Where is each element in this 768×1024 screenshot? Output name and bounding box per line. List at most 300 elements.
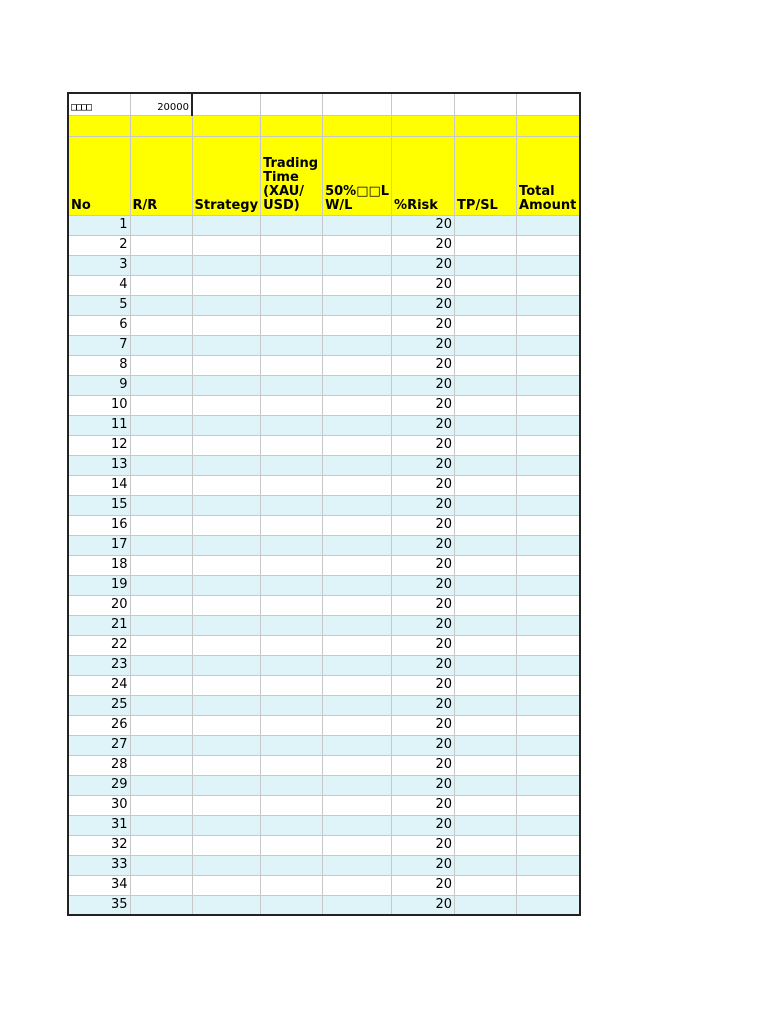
cell[interactable] (130, 395, 192, 415)
cell[interactable] (130, 695, 192, 715)
cell[interactable] (517, 675, 580, 695)
risk-cell[interactable]: 20 (392, 475, 455, 495)
row-number-cell[interactable]: 8 (68, 355, 130, 375)
cell[interactable] (130, 215, 192, 235)
cell[interactable] (192, 895, 261, 915)
cell[interactable] (192, 535, 261, 555)
cell[interactable] (323, 395, 392, 415)
cell[interactable] (323, 655, 392, 675)
cell[interactable] (517, 475, 580, 495)
risk-cell[interactable]: 20 (392, 235, 455, 255)
cell[interactable] (455, 315, 517, 335)
cell[interactable] (455, 375, 517, 395)
cell[interactable] (192, 275, 261, 295)
risk-cell[interactable]: 20 (392, 375, 455, 395)
cell[interactable] (130, 415, 192, 435)
row-number-cell[interactable]: 4 (68, 275, 130, 295)
cell[interactable] (517, 235, 580, 255)
cell[interactable] (192, 555, 261, 575)
cell[interactable] (517, 775, 580, 795)
cell[interactable] (455, 415, 517, 435)
cell[interactable] (192, 815, 261, 835)
cell[interactable] (455, 875, 517, 895)
cell[interactable] (130, 715, 192, 735)
cell[interactable] (517, 615, 580, 635)
cell[interactable] (323, 415, 392, 435)
risk-cell[interactable]: 20 (392, 735, 455, 755)
cell[interactable] (192, 355, 261, 375)
cell[interactable] (261, 555, 323, 575)
cell[interactable] (261, 715, 323, 735)
header-no[interactable]: No (68, 136, 130, 215)
cell[interactable] (261, 115, 323, 136)
risk-cell[interactable]: 20 (392, 515, 455, 535)
cell[interactable] (323, 615, 392, 635)
cell[interactable] (455, 93, 517, 115)
cell[interactable] (455, 435, 517, 455)
cell[interactable] (130, 515, 192, 535)
row-number-cell[interactable]: 31 (68, 815, 130, 835)
cell[interactable] (517, 375, 580, 395)
cell[interactable] (192, 455, 261, 475)
cell[interactable] (130, 855, 192, 875)
cell[interactable] (517, 335, 580, 355)
cell[interactable] (130, 815, 192, 835)
header-rr[interactable]: R/R (130, 136, 192, 215)
cell[interactable] (517, 835, 580, 855)
cell[interactable] (130, 355, 192, 375)
cell[interactable] (130, 255, 192, 275)
risk-cell[interactable]: 20 (392, 715, 455, 735)
cell[interactable] (192, 615, 261, 635)
cell[interactable] (517, 655, 580, 675)
header-wl[interactable]: 50%□□L W/L (323, 136, 392, 215)
row-number-cell[interactable]: 35 (68, 895, 130, 915)
cell[interactable] (455, 115, 517, 136)
cell[interactable] (192, 415, 261, 435)
cell[interactable] (192, 775, 261, 795)
cell[interactable] (261, 455, 323, 475)
cell[interactable] (323, 675, 392, 695)
cell[interactable] (323, 295, 392, 315)
row-number-cell[interactable]: 22 (68, 635, 130, 655)
cell[interactable] (130, 595, 192, 615)
cell[interactable] (192, 495, 261, 515)
cell[interactable] (323, 595, 392, 615)
cell[interactable] (323, 635, 392, 655)
cell[interactable] (517, 755, 580, 775)
cell[interactable] (517, 315, 580, 335)
cell[interactable] (261, 315, 323, 335)
cell[interactable] (130, 375, 192, 395)
row-number-cell[interactable]: 17 (68, 535, 130, 555)
cell[interactable] (323, 375, 392, 395)
cell[interactable] (192, 93, 261, 115)
cell[interactable] (323, 515, 392, 535)
row-number-cell[interactable]: 10 (68, 395, 130, 415)
cell[interactable] (517, 695, 580, 715)
cell[interactable] (192, 835, 261, 855)
row-number-cell[interactable]: 25 (68, 695, 130, 715)
cell[interactable] (261, 595, 323, 615)
cell[interactable] (130, 275, 192, 295)
cell[interactable] (455, 775, 517, 795)
cell[interactable] (323, 555, 392, 575)
risk-cell[interactable]: 20 (392, 355, 455, 375)
row-number-cell[interactable]: 2 (68, 235, 130, 255)
row-number-cell[interactable]: 23 (68, 655, 130, 675)
cell[interactable] (68, 115, 130, 136)
risk-cell[interactable]: 20 (392, 275, 455, 295)
cell[interactable] (261, 235, 323, 255)
cell[interactable] (323, 895, 392, 915)
risk-cell[interactable]: 20 (392, 575, 455, 595)
risk-cell[interactable]: 20 (392, 675, 455, 695)
cell[interactable] (192, 575, 261, 595)
cell[interactable] (192, 315, 261, 335)
cell[interactable] (455, 495, 517, 515)
cell[interactable] (517, 395, 580, 415)
cell[interactable] (130, 775, 192, 795)
cell[interactable] (261, 515, 323, 535)
row-number-cell[interactable]: 13 (68, 455, 130, 475)
cell[interactable] (517, 215, 580, 235)
risk-cell[interactable]: 20 (392, 415, 455, 435)
row-number-cell[interactable]: 6 (68, 315, 130, 335)
cell[interactable] (261, 215, 323, 235)
row-number-cell[interactable]: 32 (68, 835, 130, 855)
cell[interactable] (261, 695, 323, 715)
cell[interactable] (323, 775, 392, 795)
cell[interactable] (323, 455, 392, 475)
cell[interactable] (130, 115, 192, 136)
risk-cell[interactable]: 20 (392, 895, 455, 915)
cell[interactable] (455, 655, 517, 675)
row-number-cell[interactable]: 27 (68, 735, 130, 755)
cell[interactable] (517, 735, 580, 755)
cell[interactable] (192, 395, 261, 415)
cell[interactable] (517, 435, 580, 455)
cell[interactable] (323, 835, 392, 855)
cell[interactable] (455, 255, 517, 275)
cell[interactable] (323, 755, 392, 775)
header-tpsl[interactable]: TP/SL (455, 136, 517, 215)
risk-cell[interactable]: 20 (392, 215, 455, 235)
cell[interactable] (192, 595, 261, 615)
cell[interactable] (455, 215, 517, 235)
cell[interactable] (130, 535, 192, 555)
cell[interactable] (192, 475, 261, 495)
row-number-cell[interactable]: 29 (68, 775, 130, 795)
risk-cell[interactable]: 20 (392, 875, 455, 895)
cell[interactable] (517, 555, 580, 575)
cell[interactable] (392, 115, 455, 136)
risk-cell[interactable]: 20 (392, 615, 455, 635)
cell[interactable] (130, 455, 192, 475)
cell[interactable] (323, 855, 392, 875)
cell[interactable] (517, 495, 580, 515)
cell[interactable] (192, 235, 261, 255)
cell[interactable] (323, 255, 392, 275)
risk-cell[interactable]: 20 (392, 835, 455, 855)
cell[interactable] (455, 795, 517, 815)
cell[interactable] (130, 635, 192, 655)
cell[interactable] (517, 895, 580, 915)
cell[interactable] (323, 575, 392, 595)
cell[interactable] (323, 93, 392, 115)
cell[interactable] (323, 275, 392, 295)
cell[interactable] (261, 275, 323, 295)
cell[interactable] (192, 755, 261, 775)
cell[interactable] (261, 675, 323, 695)
cell[interactable] (192, 735, 261, 755)
row-number-cell[interactable]: 15 (68, 495, 130, 515)
row-number-cell[interactable]: 1 (68, 215, 130, 235)
cell[interactable] (455, 615, 517, 635)
cell[interactable] (455, 535, 517, 555)
cell[interactable] (455, 295, 517, 315)
header-strategy[interactable]: Strategy (192, 136, 261, 215)
risk-cell[interactable]: 20 (392, 775, 455, 795)
cell[interactable] (517, 115, 580, 136)
cell[interactable] (261, 255, 323, 275)
cell[interactable] (455, 555, 517, 575)
cell[interactable] (261, 395, 323, 415)
cell[interactable] (130, 475, 192, 495)
cell[interactable] (261, 855, 323, 875)
row-number-cell[interactable]: 28 (68, 755, 130, 775)
cell[interactable] (261, 475, 323, 495)
cell[interactable] (261, 295, 323, 315)
cell[interactable] (323, 335, 392, 355)
row-number-cell[interactable]: 5 (68, 295, 130, 315)
row-number-cell[interactable]: 9 (68, 375, 130, 395)
cell[interactable] (455, 575, 517, 595)
row-number-cell[interactable]: 7 (68, 335, 130, 355)
cell[interactable] (130, 435, 192, 455)
cell[interactable] (261, 875, 323, 895)
cell[interactable] (192, 715, 261, 735)
cell[interactable] (455, 235, 517, 255)
cell[interactable] (261, 415, 323, 435)
header-risk[interactable]: %Risk (392, 136, 455, 215)
cell[interactable] (517, 875, 580, 895)
cell[interactable] (192, 255, 261, 275)
risk-cell[interactable]: 20 (392, 295, 455, 315)
cell[interactable] (323, 475, 392, 495)
cell[interactable] (455, 695, 517, 715)
cell[interactable] (517, 535, 580, 555)
cell[interactable] (323, 695, 392, 715)
cell[interactable] (517, 275, 580, 295)
cell[interactable] (455, 335, 517, 355)
cell[interactable] (455, 355, 517, 375)
cell[interactable] (261, 615, 323, 635)
cell[interactable] (261, 435, 323, 455)
cell[interactable] (192, 335, 261, 355)
risk-cell[interactable]: 20 (392, 655, 455, 675)
row-number-cell[interactable]: 3 (68, 255, 130, 275)
cell[interactable] (517, 795, 580, 815)
cell[interactable] (192, 515, 261, 535)
risk-cell[interactable]: 20 (392, 755, 455, 775)
risk-cell[interactable]: 20 (392, 695, 455, 715)
row-number-cell[interactable]: 34 (68, 875, 130, 895)
cell[interactable] (323, 875, 392, 895)
risk-cell[interactable]: 20 (392, 395, 455, 415)
cell[interactable] (130, 235, 192, 255)
risk-cell[interactable]: 20 (392, 595, 455, 615)
cell[interactable] (323, 715, 392, 735)
risk-cell[interactable]: 20 (392, 815, 455, 835)
cell[interactable] (455, 855, 517, 875)
cell[interactable] (261, 835, 323, 855)
cell[interactable] (261, 335, 323, 355)
cell[interactable] (323, 815, 392, 835)
risk-cell[interactable]: 20 (392, 435, 455, 455)
cell[interactable] (130, 795, 192, 815)
cell[interactable] (261, 655, 323, 675)
cell[interactable] (261, 755, 323, 775)
cell[interactable] (517, 515, 580, 535)
row-number-cell[interactable]: 18 (68, 555, 130, 575)
row-number-cell[interactable]: 14 (68, 475, 130, 495)
cell[interactable] (261, 735, 323, 755)
row-number-cell[interactable]: 24 (68, 675, 130, 695)
cell[interactable] (455, 735, 517, 755)
cell[interactable] (130, 895, 192, 915)
cell[interactable] (455, 755, 517, 775)
cell[interactable] (130, 655, 192, 675)
row-number-cell[interactable]: 21 (68, 615, 130, 635)
cell[interactable] (455, 515, 517, 535)
cell[interactable] (517, 255, 580, 275)
row-number-cell[interactable]: 12 (68, 435, 130, 455)
cell[interactable] (261, 575, 323, 595)
cell[interactable] (130, 295, 192, 315)
cell[interactable] (130, 675, 192, 695)
cell[interactable] (130, 755, 192, 775)
risk-cell[interactable]: 20 (392, 455, 455, 475)
cell[interactable] (323, 235, 392, 255)
cell[interactable] (323, 495, 392, 515)
row-number-cell[interactable]: 19 (68, 575, 130, 595)
cell[interactable] (192, 855, 261, 875)
cell[interactable] (192, 115, 261, 136)
cell[interactable] (455, 835, 517, 855)
balance-amount-cell[interactable]: 20000 (130, 93, 192, 115)
cell[interactable] (323, 535, 392, 555)
cell[interactable] (130, 335, 192, 355)
cell[interactable] (323, 355, 392, 375)
cell[interactable] (261, 635, 323, 655)
cell[interactable] (323, 795, 392, 815)
cell[interactable] (192, 875, 261, 895)
header-total-amount[interactable]: Total Amount (517, 136, 580, 215)
cell[interactable] (261, 495, 323, 515)
cell[interactable] (455, 715, 517, 735)
cell[interactable] (130, 315, 192, 335)
risk-cell[interactable]: 20 (392, 255, 455, 275)
row-number-cell[interactable]: 20 (68, 595, 130, 615)
cell[interactable] (261, 795, 323, 815)
cell[interactable] (130, 495, 192, 515)
cell[interactable] (455, 395, 517, 415)
row-number-cell[interactable]: 11 (68, 415, 130, 435)
cell[interactable] (517, 415, 580, 435)
cell[interactable] (323, 115, 392, 136)
cell[interactable] (130, 575, 192, 595)
cell[interactable] (130, 835, 192, 855)
row-number-cell[interactable]: 33 (68, 855, 130, 875)
cell[interactable] (323, 215, 392, 235)
risk-cell[interactable]: 20 (392, 495, 455, 515)
cell[interactable] (517, 355, 580, 375)
risk-cell[interactable]: 20 (392, 555, 455, 575)
cell[interactable] (323, 735, 392, 755)
cell[interactable] (130, 555, 192, 575)
cell[interactable] (517, 295, 580, 315)
cell[interactable] (261, 535, 323, 555)
cell[interactable] (130, 615, 192, 635)
cell[interactable] (192, 635, 261, 655)
cell[interactable] (517, 635, 580, 655)
cell[interactable] (192, 375, 261, 395)
cell[interactable] (192, 435, 261, 455)
row-number-cell[interactable]: 30 (68, 795, 130, 815)
cell[interactable] (192, 215, 261, 235)
risk-cell[interactable]: 20 (392, 795, 455, 815)
cell[interactable] (455, 895, 517, 915)
cell[interactable] (392, 93, 455, 115)
risk-cell[interactable]: 20 (392, 315, 455, 335)
cell[interactable] (192, 655, 261, 675)
cell[interactable] (517, 815, 580, 835)
cell[interactable] (192, 295, 261, 315)
risk-cell[interactable]: 20 (392, 855, 455, 875)
cell[interactable] (517, 855, 580, 875)
cell[interactable] (517, 595, 580, 615)
balance-label-cell[interactable] (68, 93, 130, 115)
cell[interactable] (323, 315, 392, 335)
row-number-cell[interactable]: 16 (68, 515, 130, 535)
cell[interactable] (455, 815, 517, 835)
cell[interactable] (261, 895, 323, 915)
risk-cell[interactable]: 20 (392, 335, 455, 355)
header-trading-time[interactable]: Trading Time (XAU/ USD) (261, 136, 323, 215)
cell[interactable] (455, 275, 517, 295)
risk-cell[interactable]: 20 (392, 535, 455, 555)
cell[interactable] (455, 475, 517, 495)
cell[interactable] (261, 815, 323, 835)
cell[interactable] (517, 455, 580, 475)
cell[interactable] (455, 595, 517, 615)
cell[interactable] (323, 435, 392, 455)
cell[interactable] (455, 635, 517, 655)
cell[interactable] (455, 675, 517, 695)
cell[interactable] (192, 695, 261, 715)
cell[interactable] (192, 795, 261, 815)
risk-cell[interactable]: 20 (392, 635, 455, 655)
cell[interactable] (261, 375, 323, 395)
cell[interactable] (192, 675, 261, 695)
row-number-cell[interactable]: 26 (68, 715, 130, 735)
cell[interactable] (261, 775, 323, 795)
cell[interactable] (517, 93, 580, 115)
cell[interactable] (261, 93, 323, 115)
cell[interactable] (517, 715, 580, 735)
cell[interactable] (517, 575, 580, 595)
